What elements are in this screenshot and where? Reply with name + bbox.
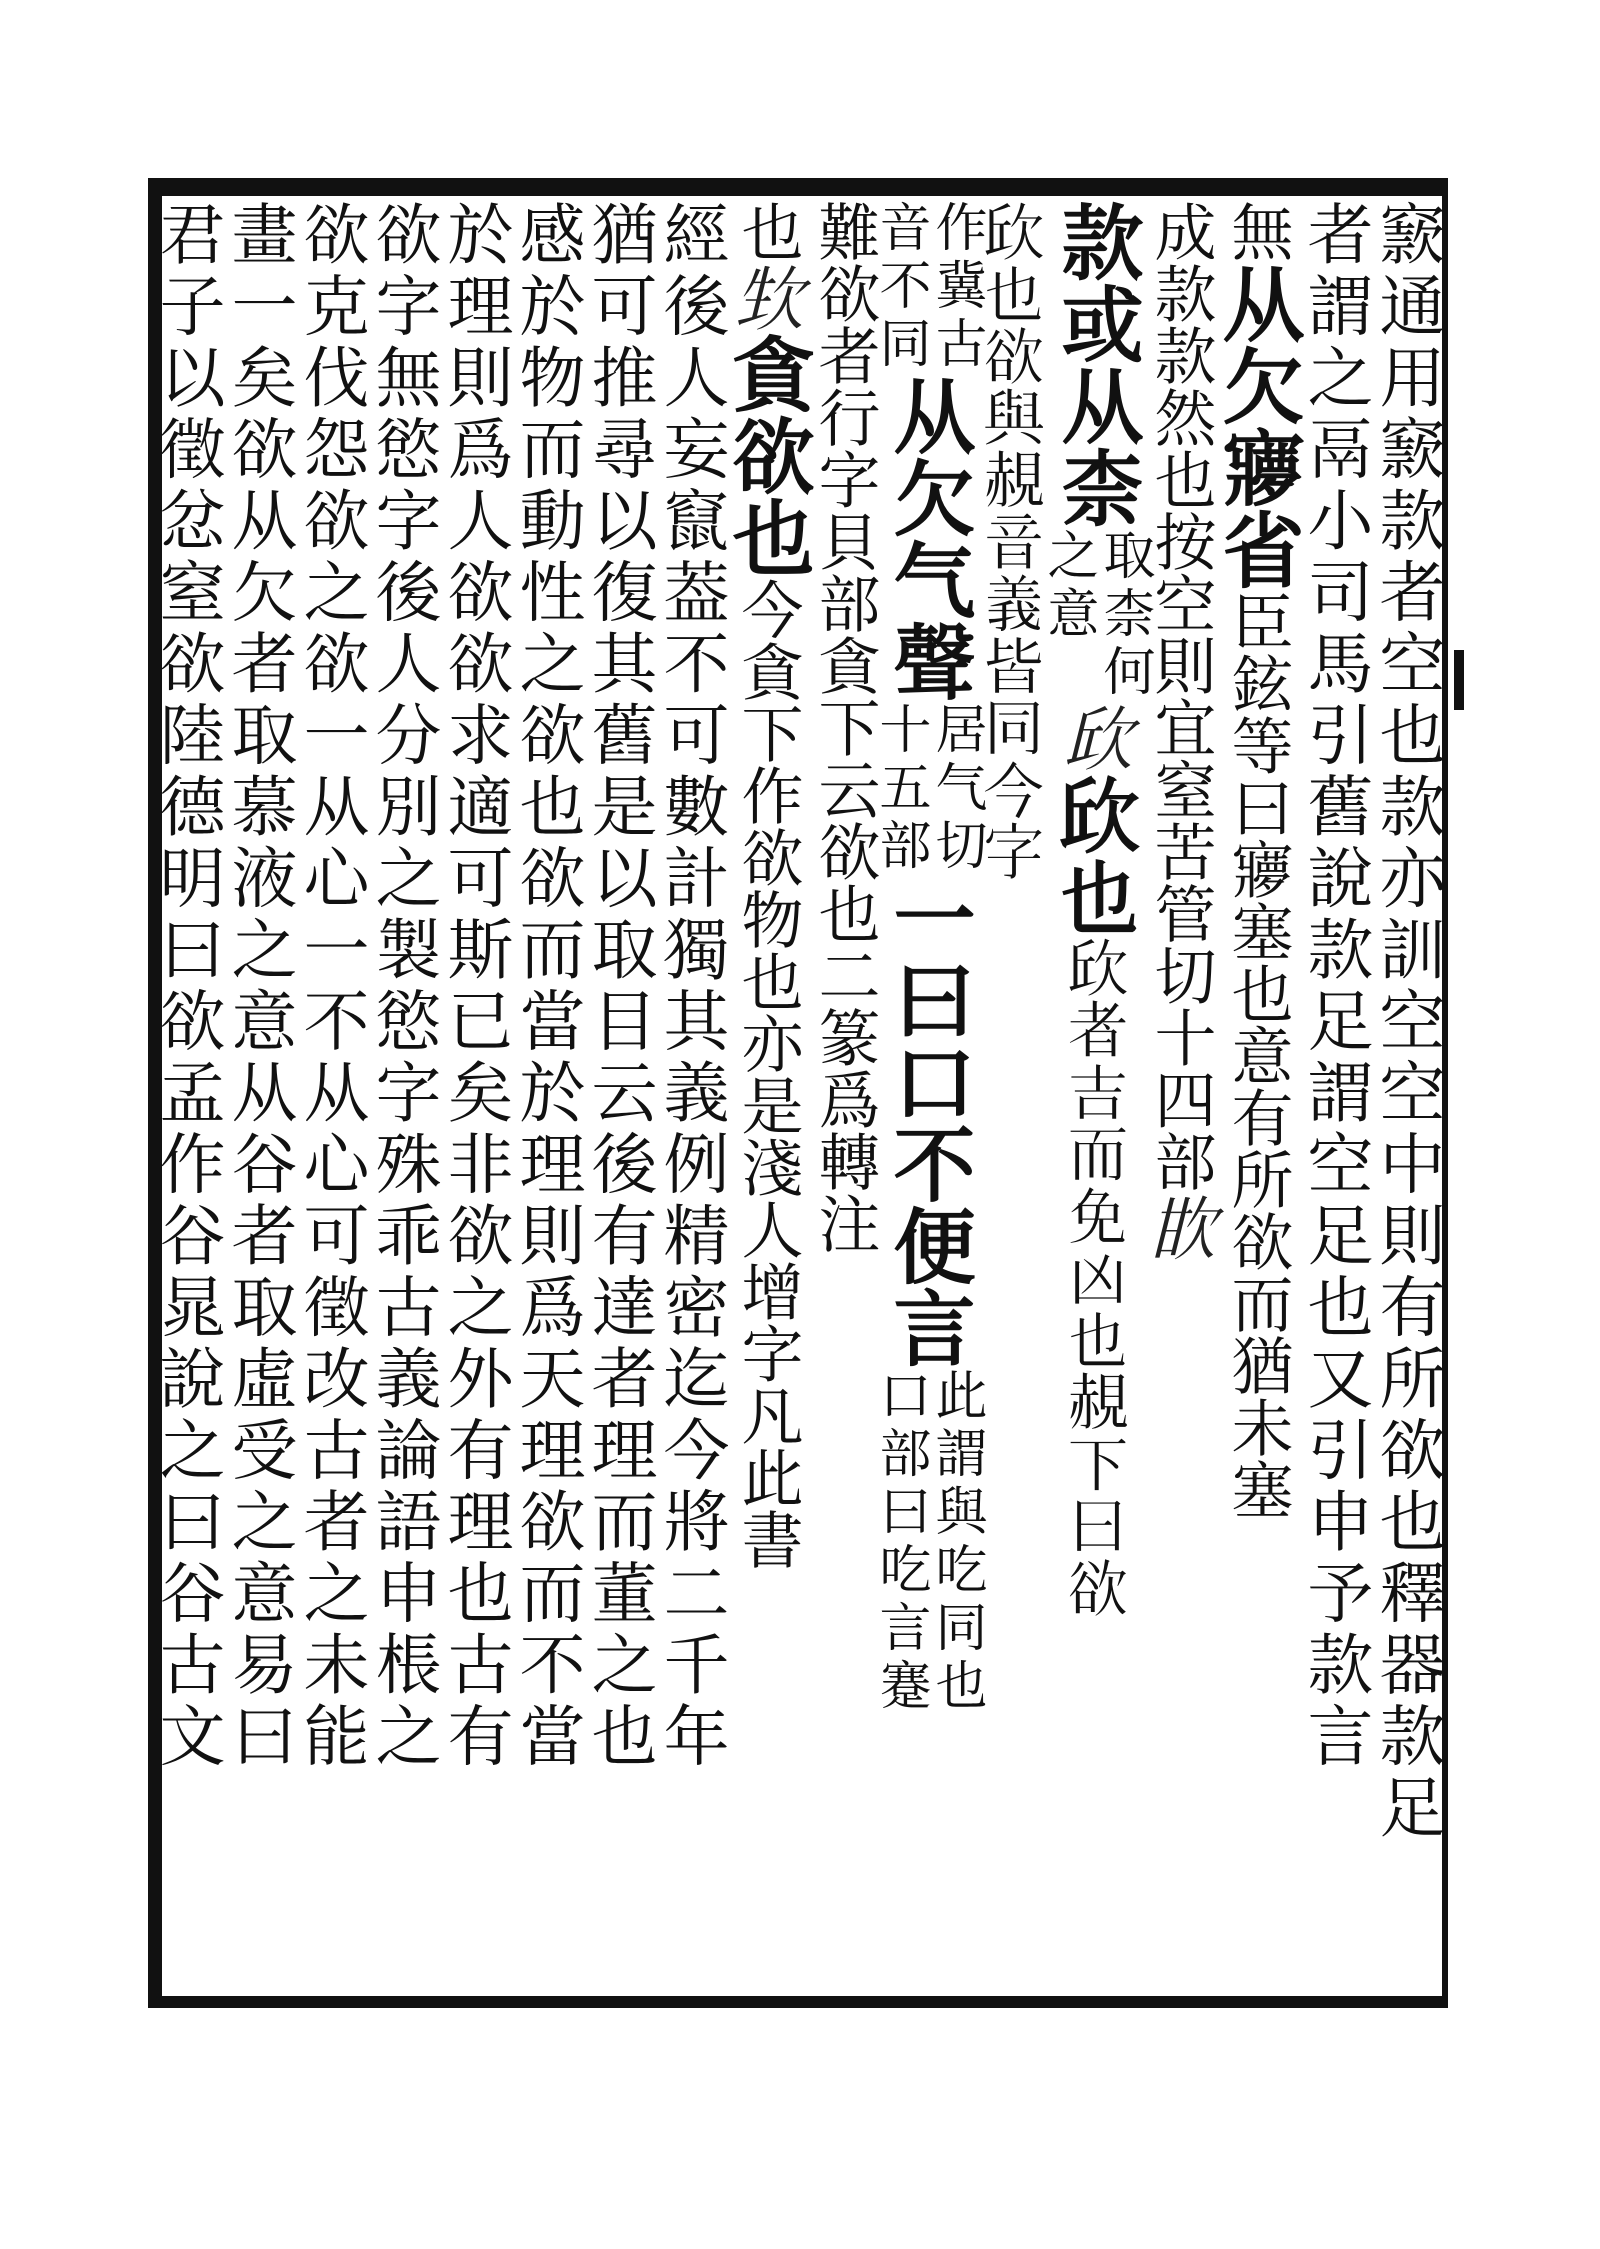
text-column — [580, 200, 657, 1990]
headword-text: 一曰口不便言 — [880, 876, 976, 1368]
commentary-text: 今貪下作欲物也亦是淺人增字凡此書 — [731, 578, 804, 1570]
annotation-pair — [870, 702, 986, 876]
text-column — [808, 200, 880, 1990]
column-text: 君子以徵忿窒欲陸德明曰欲孟作谷晁說之曰谷古文 — [148, 200, 225, 1773]
text-column — [292, 200, 369, 1990]
commentary-text: 𣢥也欲與䚂音義皆同今字 — [976, 200, 1049, 882]
commentary-text: 𣢥者吉而免凶也䚂下曰欲 — [1060, 936, 1133, 1618]
headword-text: 从欠气聲 — [880, 374, 976, 702]
column-text: 感於物而動性之欲也欲而當於理則爲天理欲而不當 — [508, 200, 585, 1773]
column-text: 經後人妄竄葢不可數計獨其義例精密迄今將二千年 — [652, 200, 729, 1773]
commentary-text: 成 — [1144, 200, 1217, 262]
commentary-text: 臣鉉等曰㝱塞也意有所欲而猶未塞 — [1221, 590, 1294, 1520]
annotation-pair — [1038, 528, 1154, 702]
text-column — [364, 200, 441, 1990]
commentary-text: 也 — [731, 200, 804, 262]
seal-character: 𣢡 — [726, 262, 808, 332]
headword-text: 从欠㝱省 — [1209, 262, 1305, 590]
seal-character: 𣢟 — [1139, 1192, 1221, 1262]
annotation-text: 居气切 — [926, 702, 986, 876]
column-text: 欲克伐怨欲之欲一从心一不从心可徵改古者之未能 — [292, 200, 369, 1773]
headword-text: 𣢥也 — [1048, 772, 1144, 936]
annotation-text: 口部曰吃言蹇 — [870, 1368, 930, 1716]
text-column — [1368, 200, 1445, 1990]
headword-text: 款或从柰 — [1048, 200, 1144, 528]
text-column — [1296, 200, 1373, 1990]
text-columns — [148, 200, 1445, 1990]
annotation-pair — [870, 1368, 986, 1716]
column-text: 窾通用窾款者空也款亦訓空空中則有所欲也釋器款足 — [1368, 200, 1445, 1845]
text-column — [976, 200, 1048, 1990]
annotation-text: 之意 — [1038, 528, 1098, 644]
annotation-pair — [870, 200, 986, 374]
text-column — [1209, 200, 1305, 1990]
annotation-text: 此謂與吃同也 — [926, 1368, 986, 1716]
text-column — [220, 200, 297, 1990]
column-text: 猶可推尋以復其舊是以取目云後有達者理而董之也 — [580, 200, 657, 1773]
headword-text: 貪欲也 — [719, 332, 815, 578]
column-text: 欲字無慾字後人分別之製慾字殊乖古義論語申棖之 — [364, 200, 441, 1773]
column-text: 者謂之鬲小司馬引舊說款足謂空足也又引申予款言 — [1296, 200, 1373, 1773]
text-column — [870, 200, 986, 1990]
commentary-text: 款款然也按空則宜窒苦管切十四部 — [1144, 262, 1217, 1192]
annotation-text: 音不同 — [870, 200, 930, 374]
text-column — [1038, 200, 1154, 1990]
text-column — [436, 200, 513, 1990]
commentary-text: 難 — [808, 200, 881, 262]
text-column — [652, 200, 729, 1990]
text-column — [508, 200, 585, 1990]
commentary-text: 無 — [1221, 200, 1294, 262]
text-column — [719, 200, 815, 1990]
page-edge-tab — [1454, 650, 1464, 710]
text-column — [1139, 200, 1221, 1990]
annotation-text: 作冀古 — [926, 200, 986, 374]
column-text: 於理則爲人欲欲求適可斯已矣非欲之外有理也古有 — [436, 200, 513, 1773]
commentary-text: 欲者行字貝部貪下云欲也二篆爲轉注 — [808, 262, 881, 1254]
text-column — [148, 200, 225, 1990]
annotation-text: 十五部 — [870, 702, 930, 876]
seal-character: 𣢥 — [1055, 702, 1137, 772]
annotation-text: 取柰何 — [1094, 528, 1154, 702]
column-text: 畫一矣欲从欠者取慕液之意从谷者取虛受之意易曰 — [220, 200, 297, 1773]
